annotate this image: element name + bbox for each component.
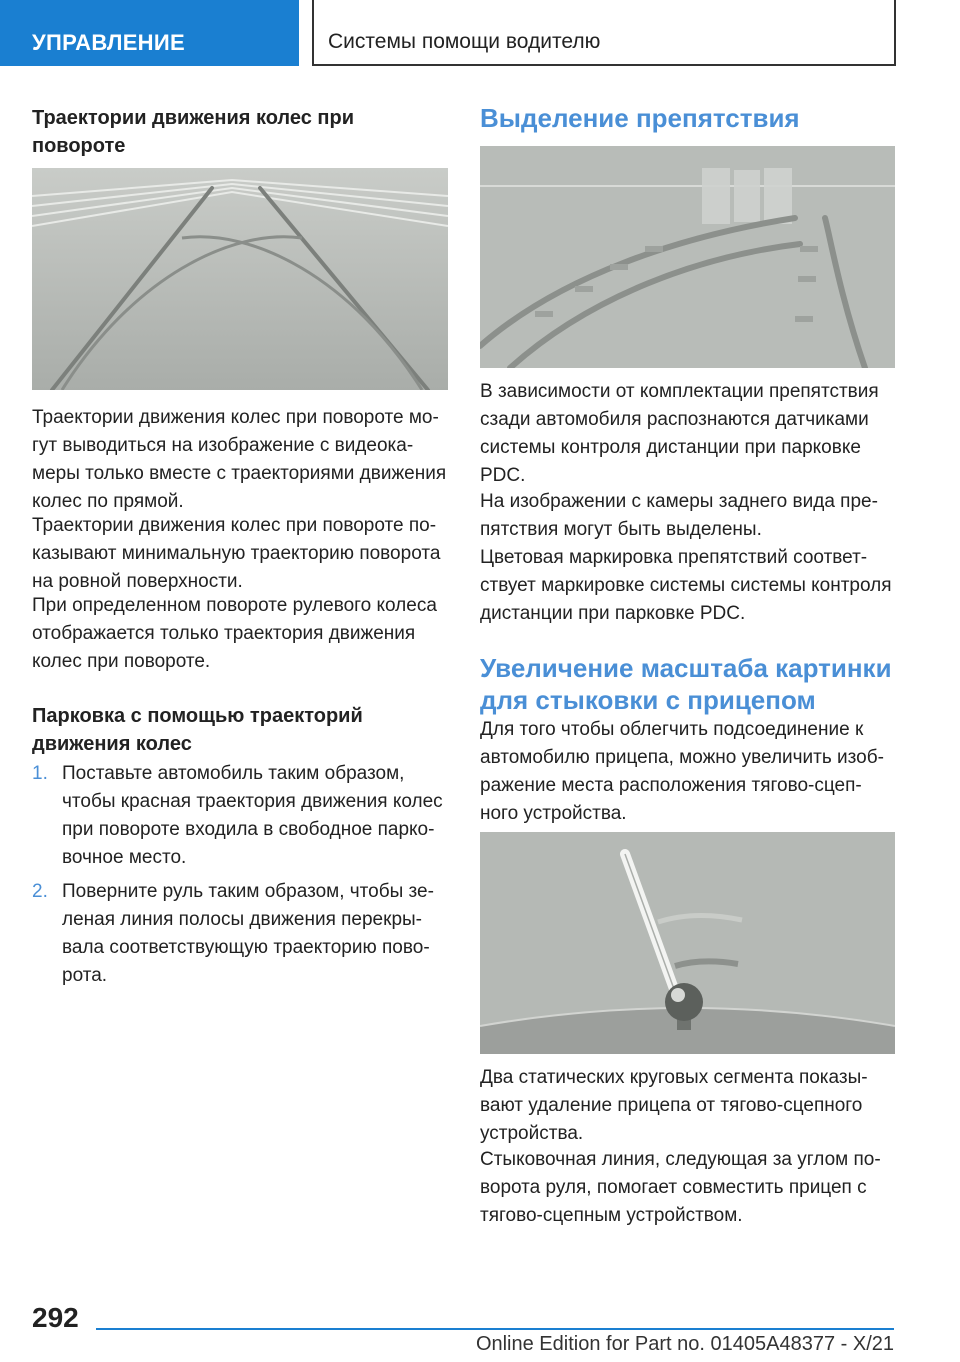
step-text: Поставьте автомобиль таким образом, чтобы красная траектория движения колес при повороте входила в свободное парко-вочное место. [62,763,443,868]
obstacle-para-2: На изображении с камеры заднего вида пре-пятствия могут быть выделены. [480,491,878,540]
topic-tab [312,0,896,66]
heading-parking-trajectories: Парковка с помощью траекторий движения колес [32,705,363,755]
trailer-para-2: Два статических круговых сегмента показы-вают удаление прицепа от тягово-сцепного устройства. [480,1067,868,1144]
step-number: 2. [32,881,48,902]
obstacle-figure [480,146,895,368]
obstacle-para-3: Цветовая маркировка препятствий соответ-ствует маркировке системы системы контроля дистанции при парковке PDC. [480,547,892,624]
turn-trajectories-illustration [32,168,448,390]
page-number: 292 [32,1302,79,1333]
step-number: 1. [32,763,48,784]
obstacle-para-1: В зависимости от комплектации препятствия сзади автомобиля распознаются датчиками системы контроля дистанции при парковке PDC. [480,381,879,486]
section-tab [0,0,299,66]
turn-trajectories-figure [32,168,448,390]
parking-steps-list [32,760,448,990]
turn-para-2: Траектории движения колес при повороте по-казывают минимальную траекторию поворота на ровной поверхности. [32,515,441,592]
step-2 [32,878,448,990]
trailer-figure [480,832,895,1054]
footer-divider [96,1328,894,1330]
obstacle-illustration [480,146,895,368]
turn-para-3: При определенном повороте рулевого колеса отображается только траектория движения колес при повороте. [32,595,437,672]
step-text: Поверните руль таким образом, чтобы зе-леная линия полосы движения перекры-вала соответствующую траекторию пово-рота. [62,881,434,986]
topic-tab-label: Системы помощи водителю [328,30,601,53]
trailer-hitch-illustration [480,832,895,1054]
section-tab-label: УПРАВЛЕНИЕ [32,30,185,55]
heading-turn-trajectories: Траектории движения колес при повороте [32,107,355,157]
trailer-para-3: Стыковочная линия, следующая за углом по-ворота руля, помогает совместить прицеп с тягово-сцепным устройством. [480,1149,881,1226]
turn-para-1: Траектории движения колес при повороте мо-гут выводиться на изображение с видеока-меры только вместе с траекториями движения колес по прямой. [32,407,447,512]
heading-obstacle-highlight: Выделение препятствия [480,103,800,133]
footer-edition-text: Online Edition for Part no. 01405A48377 - X/21 [475,1333,894,1355]
step-1 [32,760,448,872]
trailer-para-1: Для того чтобы облегчить подсоединение к автомобилю прицепа, можно увеличить изоб-ражение места расположения тягово-сцеп-ного устройства. [480,719,884,824]
heading-trailer-zoom: Увеличение масштаба картинки для стыковки с прицепом [480,653,892,715]
